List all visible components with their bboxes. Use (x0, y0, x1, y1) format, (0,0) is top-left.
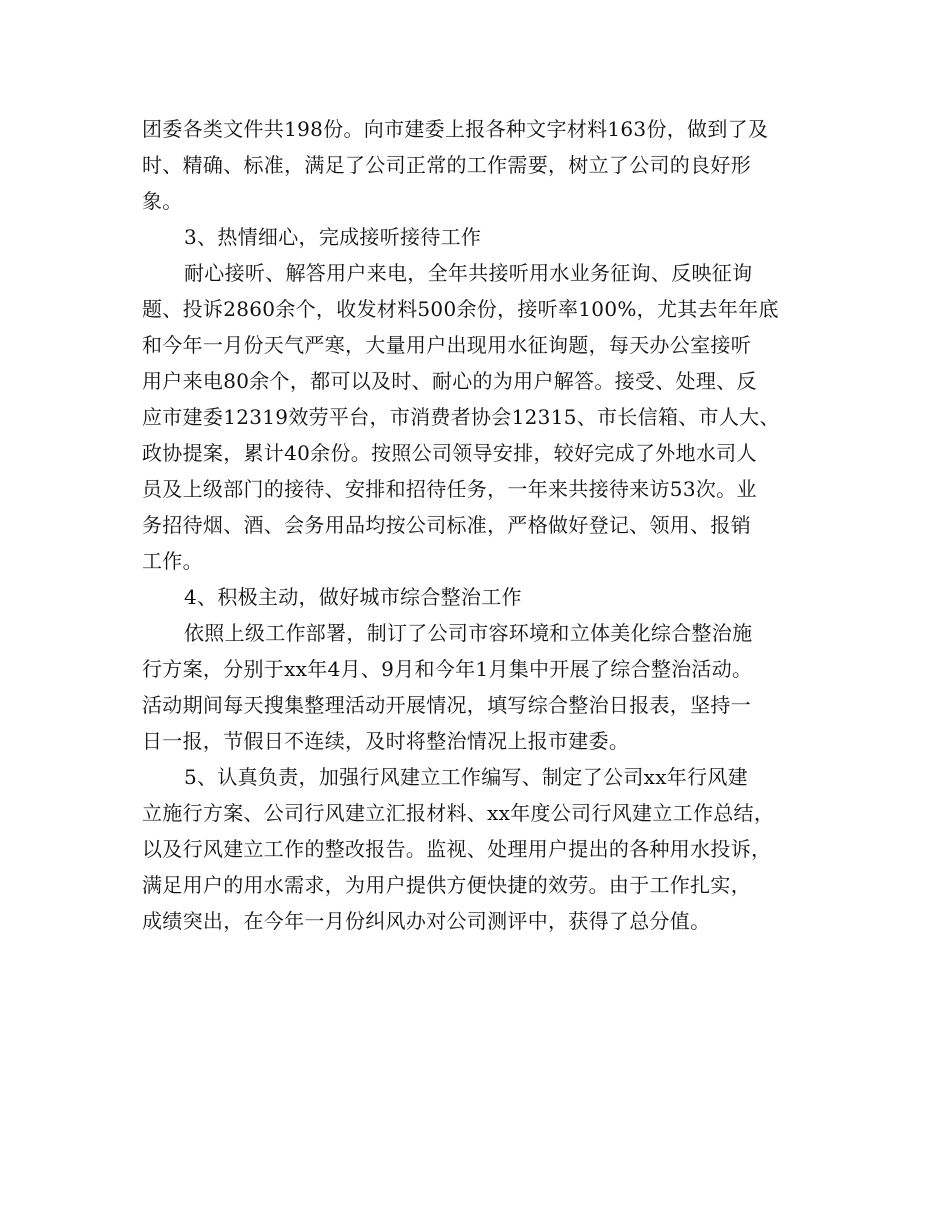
section-heading-5: 5、认真负责，加强行风建立工作编写、制定了公司xx年行风建 (184, 765, 748, 789)
text-line: 立施行方案、公司行风建立汇报材料、xx年度公司行风建立工作总结， (142, 801, 775, 825)
text-line: 耐心接听、解答用户来电，全年共接听用水业务征询、反映征询 (184, 261, 753, 285)
text-line: 政协提案，累计40余份。按照公司领导安排，较好完成了外地水司人 (142, 441, 757, 465)
text-line: 以及行风建立工作的整改报告。监视、处理用户提出的各种用水投诉， (142, 837, 772, 861)
text-line: 成绩突出，在今年一月份纠风办对公司测评中，获得了总分值。 (142, 909, 711, 933)
text-line: 象。 (142, 189, 183, 213)
text-line: 行方案，分别于xx年4月、9月和今年1月集中开展了综合整治活动。 (142, 657, 753, 681)
text-line: 工作。 (142, 549, 203, 573)
text-line: 日一报，节假日不连续，及时将整治情况上报市建委。 (142, 729, 630, 753)
text-line: 活动期间每天搜集整理活动开展情况，填写综合整治日报表，坚持一 (142, 693, 751, 717)
text-line: 时、精确、标准，满足了公司正常的工作需要，树立了公司的良好形 (142, 153, 751, 177)
text-line: 务招待烟、酒、会务用品均按公司标准，严格做好登记、领用、报销 (142, 513, 751, 537)
section-heading-3: 3、热情细心，完成接听接待工作 (184, 225, 482, 249)
text-line: 依照上级工作部署，制订了公司市容环境和立体美化综合整治施 (184, 621, 753, 645)
text-line: 团委各类文件共198份。向市建委上报各种文字材料163份，做到了及 (142, 117, 769, 141)
text-line: 满足用户的用水需求，为用户提供方便快捷的效劳。由于工作扎实， (142, 873, 751, 897)
text-line: 应市建委12319效劳平台，市消费者协会12315、市长信箱、市人大、 (142, 405, 780, 429)
text-line: 员及上级部门的接待、安排和招待任务，一年来共接待来访53次。业 (142, 477, 757, 501)
text-line: 题、投诉2860余个，收发材料500余份，接听率100%，尤其去年年底 (142, 297, 779, 321)
section-heading-4: 4、积极主动，做好城市综合整治工作 (184, 585, 522, 609)
text-line: 用户来电80余个，都可以及时、耐心的为用户解答。接受、处理、反 (142, 369, 757, 393)
text-line: 和今年一月份天气严寒，大量用户出现用水征询题，每天办公室接听 (142, 333, 751, 357)
